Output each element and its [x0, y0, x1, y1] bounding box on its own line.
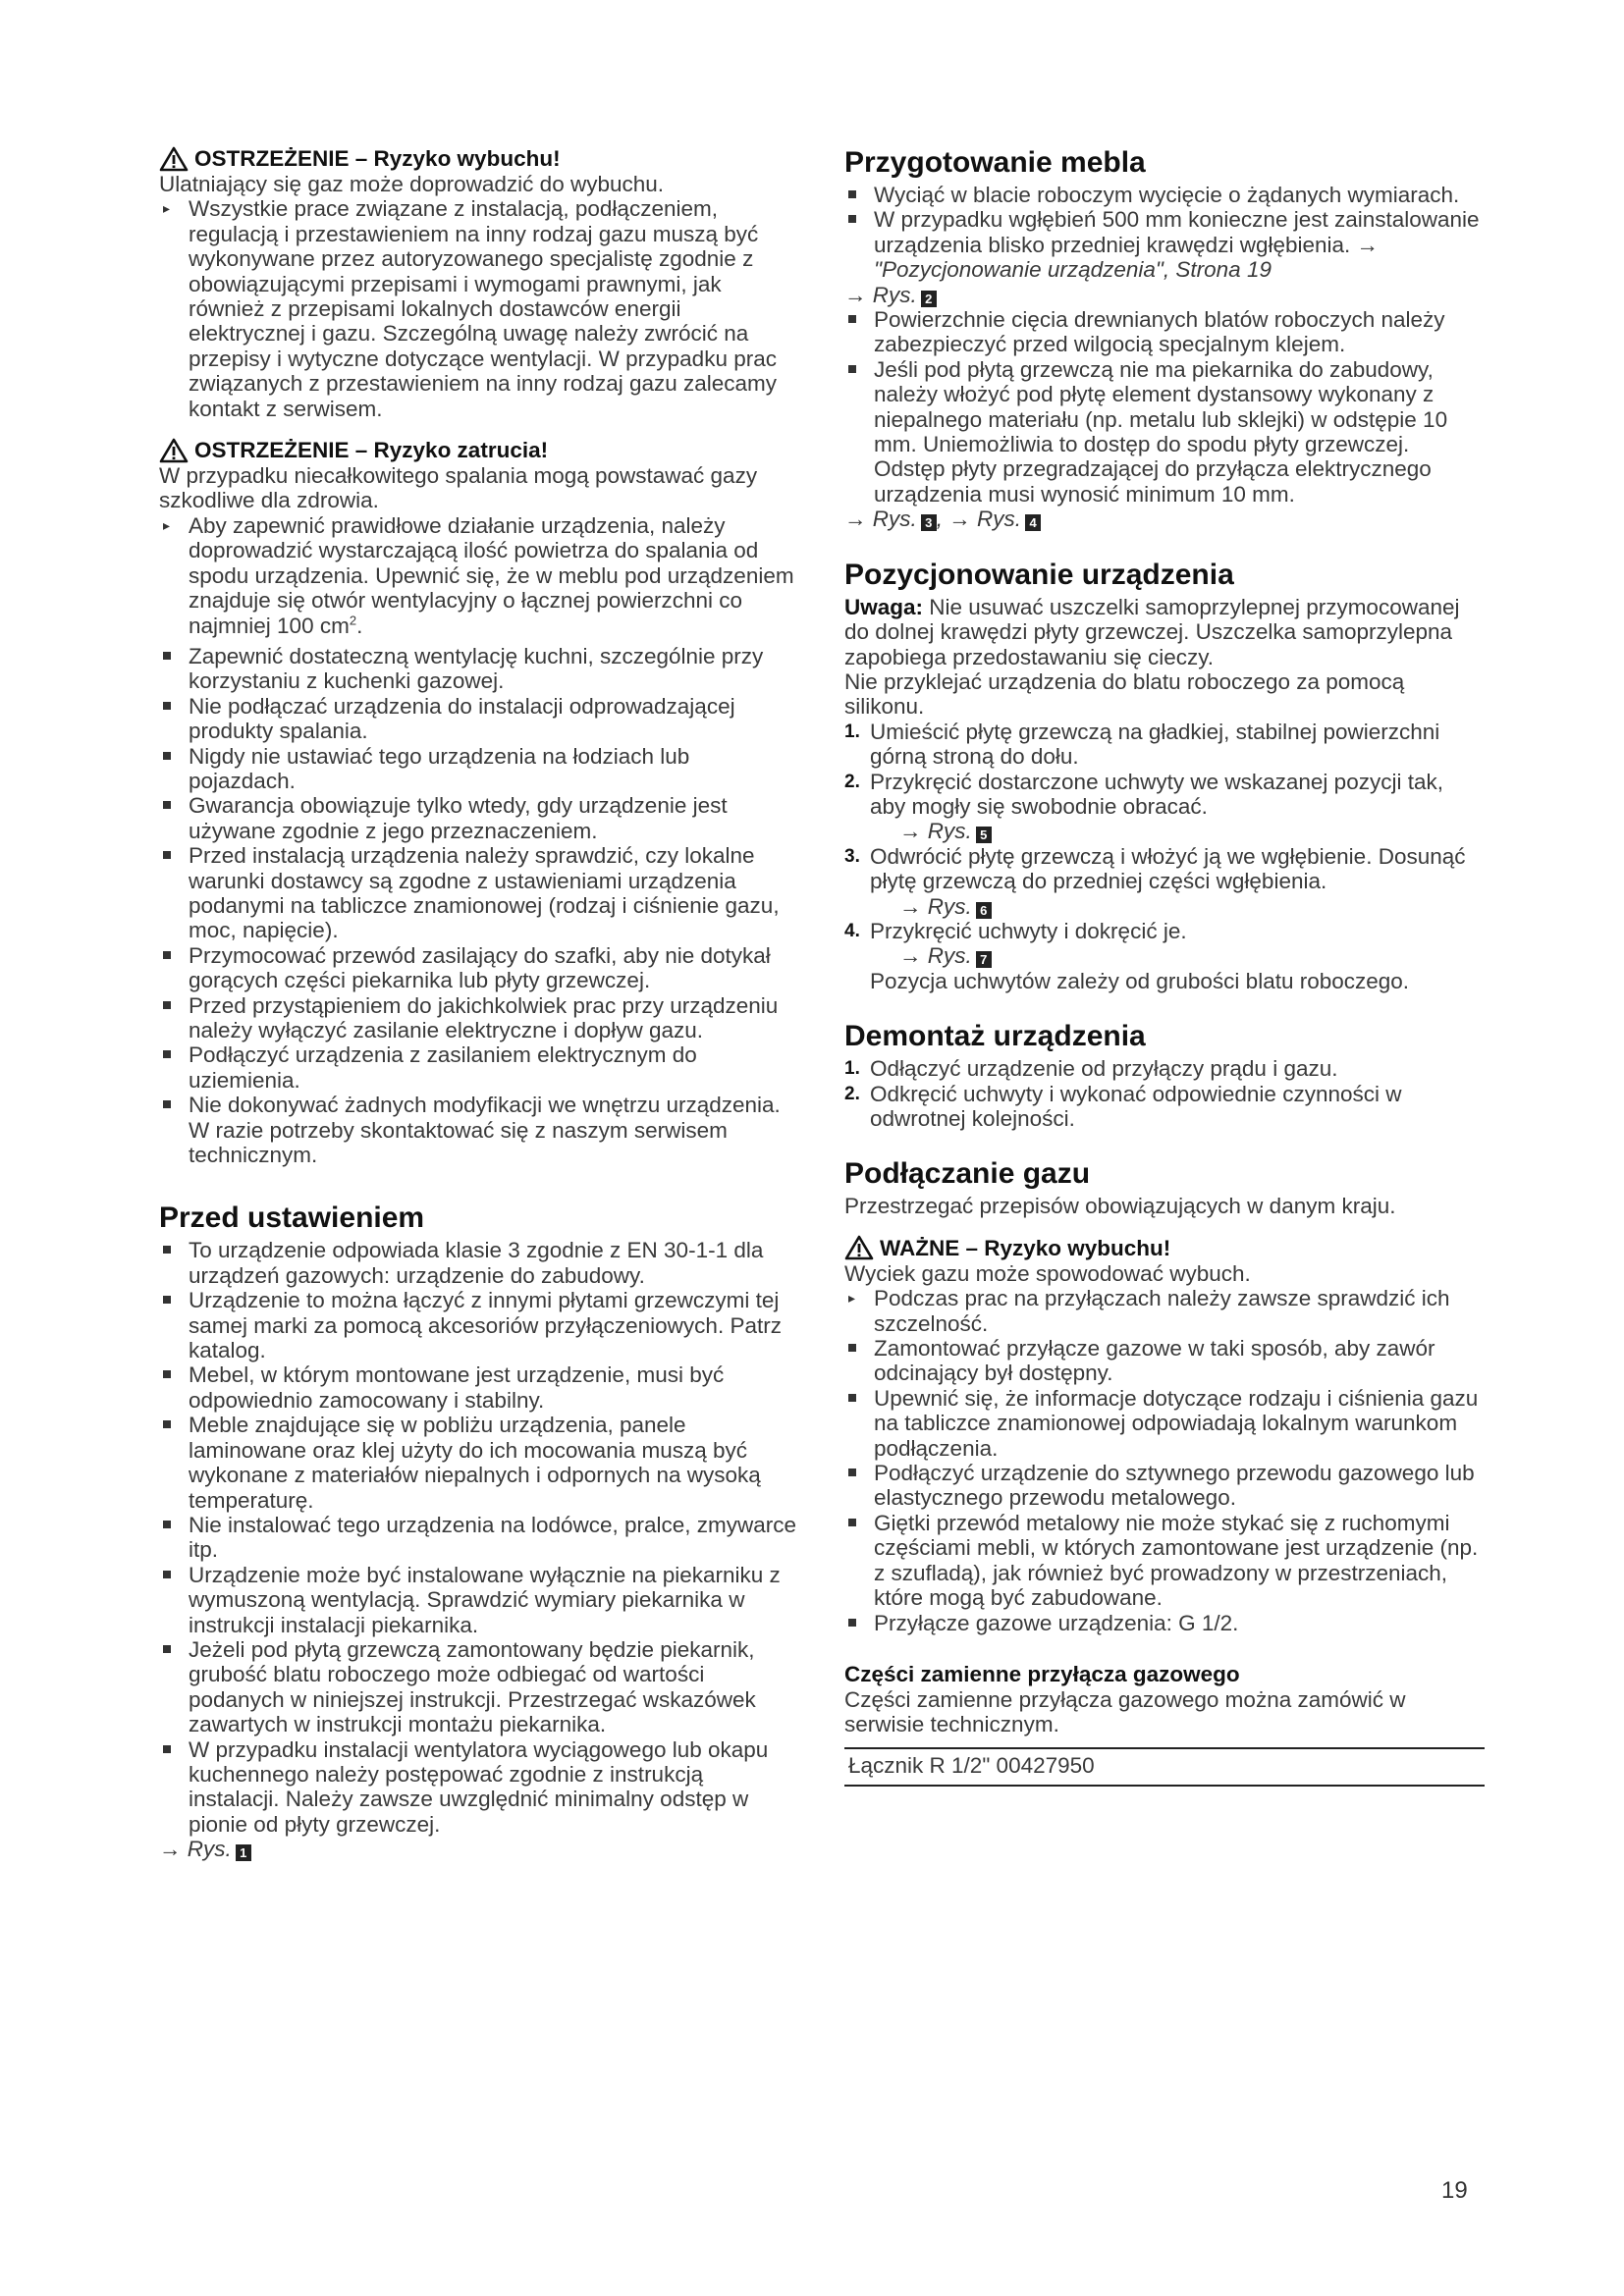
left-column — [159, 145, 797, 1862]
list-item: Mebel, w którym montowane jest urządzenie, musi być odpowiednio zamocowany i stabilny. — [159, 1362, 797, 1413]
list-item: Nie instalować tego urządzenia na lodówce, pralce, zmywarce itp. — [159, 1513, 797, 1563]
section-title-podlaczanie-gazu: Podłączanie gazu — [844, 1157, 1091, 1191]
list-item: Przyłącze gazowe urządzenia: G 1/2. — [844, 1611, 1485, 1635]
bullet-icon — [163, 1001, 171, 1009]
step-item: 1. Odłączyć urządzenie od przyłączy prądu i gazu. — [844, 1056, 1338, 1082]
list-item: Nigdy nie ustawiać tego urządzenia na łodziach lub pojazdach. — [159, 744, 797, 794]
step-item: 2. Przykręcić dostarczone uchwyty we wskazanej pozycji tak, aby mogły się swobodnie obracać. → Rys. 5 — [844, 770, 1485, 844]
list-item: Nie dokonywać żadnych modyfikacji we wnętrzu urządzenia. W razie potrzeby skontaktować się z naszym serwisem technicznym. — [159, 1093, 797, 1167]
bullet-icon — [163, 1100, 171, 1108]
step-item: 1. Umieścić płytę grzewczą na gładkiej, stabilnej powierzchni górną stroną do dołu. — [844, 719, 1440, 770]
list-item: Powierzchnie cięcia drewnianych blatów roboczych należy zabezpieczyć przed wilgocią specjalnym klejem. — [844, 307, 1485, 357]
bullet-icon — [163, 752, 171, 760]
subsection-title-czesci-zamienne: Części zamienne przyłącza gazowego — [844, 1661, 1240, 1686]
gaz-arrow-list — [844, 1286, 1485, 1336]
figure-number-badge: 7 — [976, 951, 992, 968]
section-title-pozycjonowanie: Pozycjonowanie urządzenia — [844, 558, 1234, 591]
section-title-przygotowanie-mebla: Przygotowanie mebla — [844, 146, 1146, 179]
silikon-paragraph: Nie przyklejać urządzenia do blatu roboczego za pomocą silikonu. — [844, 668, 1405, 720]
list-item: Upewnić się, że informacje dotyczące rodzaju i ciśnienia gazu na tabliczce znamionowej odpowiadają lokalnym warunkom podłączenia. — [844, 1386, 1485, 1461]
figure-number-badge: 2 — [921, 291, 937, 307]
bullet-icon — [163, 801, 171, 809]
bullet-icon — [163, 1296, 171, 1304]
przed-ustawieniem-list — [159, 1238, 797, 1837]
warning-explosion-list — [159, 196, 797, 421]
page-number: 19 — [1441, 2177, 1468, 2204]
bullet-icon — [163, 851, 171, 859]
warning-explosion-heading: OSTRZEŻENIE – Ryzyko wybuchu! — [159, 145, 797, 172]
figure-number-badge: 3 — [921, 514, 937, 531]
right-column — [844, 145, 1485, 1787]
pozycjonowanie-steps — [844, 720, 1485, 993]
warning-wazne-text: Wyciek gazu może spowodować wybuch. — [844, 1260, 1251, 1286]
arrow-marker-icon: ▸ — [848, 1290, 856, 1307]
przygotowanie-list-2 — [844, 307, 1485, 507]
bullet-icon — [163, 1050, 171, 1058]
section-title-demontaz: Demontaż urządzenia — [844, 1020, 1146, 1053]
bullet-icon — [163, 951, 171, 959]
list-item: To urządzenie odpowiada klasie 3 zgodnie z EN 30-1-1 dla urządzeń gazowych: urządzenie do zabudowy. — [159, 1238, 797, 1288]
list-item: W przypadku wgłębień 500 mm konieczne jest zainstalowanie urządzenia blisko przedniej krawędzi wgłębienia. → "Pozycjonowanie urządzenia", Strona 19 — [844, 207, 1485, 282]
list-item: Jeśli pod płytą grzewczą nie ma piekarnika do zabudowy, należy włożyć pod płytę element dystansowy wykonany z niepalnego materiału (np. metalu lub sklejki) w odstępie 10 mm. Uniemożliwia to dostęp do spodu płyty grzewczej. Odstęp płyty przegradzającej do przyłącza elektrycznego urządzenia musi wynosić minimum 10 mm. — [844, 357, 1485, 507]
figure-reference: → Rys. 2 — [844, 283, 1485, 307]
figure-reference: → Rys. 5 — [870, 819, 1485, 843]
warning-poison-arrow-list — [159, 513, 797, 638]
figure-number-badge: 5 — [976, 827, 992, 843]
arrow-marker-icon: ▸ — [163, 516, 171, 533]
figure-reference: → Rys. 3 , → Rys. 4 — [844, 507, 1485, 531]
bullet-icon — [163, 1246, 171, 1254]
bullet-icon — [848, 215, 856, 223]
arrow-marker-icon: ▸ — [163, 200, 171, 217]
figure-reference: → Rys. 7 — [870, 943, 1485, 968]
step-item: 2. Odkręcić uchwyty i wykonać odpowiednie czynności w odwrotnej kolejności. — [844, 1081, 1402, 1131]
bullet-icon — [848, 365, 856, 373]
list-item: Podłączyć urządzenia z zasilaniem elektrycznym do uziemienia. — [159, 1042, 797, 1093]
demontaz-steps — [844, 1056, 1485, 1131]
figure-number-badge: 1 — [236, 1844, 251, 1861]
warning-triangle-icon — [844, 1235, 874, 1260]
bullet-icon — [848, 1344, 856, 1352]
parts-table-row: Łącznik R 1/2" 00427950 — [844, 1747, 1485, 1787]
figure-reference: → Rys. 1 — [159, 1837, 797, 1861]
list-item: Urządzenie może być instalowane wyłącznie na piekarniku z wymuszoną wentylacją. Sprawdzić wymiary piekarnika w instrukcji instalacji piekarnika. — [159, 1563, 797, 1637]
bullet-icon — [848, 1619, 856, 1627]
list-item: ▸ Wszystkie prace związane z instalacją, podłączeniem, regulacją i przestawieniem na inny rodzaj gazu muszą być wykonywane przez autoryzowanego specjalistę zgodnie z obowiązującymi przepisami i wymogami prawnymi, jak również z przepisami lokalnych dostawców energii elektrycznej i gazu. Szczególną uwagę należy zwrócić na przepisy i wytyczne dotyczące wentylacji. W przypadku prac związanych z przestawieniem na inny rodzaj gazu zalecamy kontakt z serwisem. — [163, 196, 778, 421]
warning-poison-bullet-list — [159, 644, 797, 1168]
figure-number-badge: 4 — [1025, 514, 1041, 531]
bullet-icon — [848, 1468, 856, 1476]
bullet-icon — [163, 652, 171, 660]
list-item: ▸ Podczas prac na przyłączach należy zawsze sprawdzić ich szczelność. — [848, 1286, 1450, 1336]
section-title-przed-ustawieniem: Przed ustawieniem — [159, 1201, 425, 1235]
bullet-icon — [848, 1519, 856, 1526]
warning-poison-heading: OSTRZEŻENIE – Ryzyko zatrucia! — [159, 437, 797, 463]
bullet-icon — [848, 190, 856, 198]
list-item: W przypadku instalacji wentylatora wyciągowego lub okapu kuchennego należy postępować zgodnie z instrukcją instalacji. Należy zawsze uwzględnić minimalny odstęp w pionie od płyty grzewczej. — [159, 1737, 797, 1838]
cross-reference: → "Pozycjonowanie urządzenia", Strona 19 — [874, 232, 1380, 283]
warning-poison-text: W przypadku niecałkowitego spalania mogą powstawać gazy szkodliwe dla zdrowia. — [159, 463, 758, 513]
list-item: Wyciąć w blacie roboczym wycięcie o żądanych wymiarach. — [844, 183, 1485, 207]
figure-reference: → Rys. 6 — [870, 894, 1485, 919]
list-item: Urządzenie to można łączyć z innymi płytami grzewczymi tej samej marki za pomocą akcesoriów przyłączeniowych. Patrz katalog. — [159, 1288, 797, 1362]
bullet-icon — [163, 1571, 171, 1578]
bullet-icon — [848, 1394, 856, 1402]
warning-triangle-icon — [159, 438, 189, 463]
list-item: Giętki przewód metalowy nie może stykać się z ruchomymi częściami mebli, w których zamontowane jest urządzenie (np. z szufladą), jak również być prowadzony w przestrzeniach, które mogą być zabudowane. — [844, 1511, 1485, 1611]
gaz-bullet-list — [844, 1336, 1485, 1635]
list-item: Nie podłączać urządzenia do instalacji odprowadzającej produkty spalania. — [159, 694, 797, 744]
bullet-icon — [163, 1420, 171, 1428]
bullet-icon — [163, 1521, 171, 1528]
list-item: Przed przystąpieniem do jakichkolwiek prac przy urządzeniu należy wyłączyć zasilanie elektryczne i dopływ gazu. — [159, 993, 797, 1043]
list-item: Meble znajdujące się w pobliżu urządzenia, panele laminowane oraz klej użyty do ich mocowania muszą być wykonane z materiałów niepalnych i odpornych na wysoką temperaturę. — [159, 1413, 797, 1513]
bullet-icon — [163, 1745, 171, 1753]
list-item: Przed instalacją urządzenia należy sprawdzić, czy lokalne warunki dostawcy są zgodne z ustawieniami urządzenia podanymi na tabliczce znamionowej (rodzaj i ciśnienie gazu, moc, napięcie). — [159, 843, 797, 943]
figure-number-badge: 6 — [976, 902, 992, 919]
list-item: Podłączyć urządzenie do sztywnego przewodu gazowego lub elastycznego przewodu metalowego. — [844, 1461, 1485, 1511]
list-item: ▸ Aby zapewnić prawidłowe działanie urządzenia, należy doprowadzić wystarczającą ilość powietrza do spalania od spodu urządzenia. Upewnić się, że w meblu pod urządzeniem znajduje się otwór wentylacyjny o łącznej powierzchni co najmniej 100 $cm^2$. — [163, 512, 794, 638]
warning-triangle-icon — [159, 146, 189, 172]
uwaga-paragraph: Uwaga: Nie usuwać uszczelki samoprzylepnej przymocowanej do dolnej krawędzi płyty grzewczej. Uszczelka samoprzylepna zapobiega przedostawaniu się cieczy. — [844, 594, 1460, 669]
warning-wazne-heading: WAŻNE – Ryzyko wybuchu! — [844, 1235, 1485, 1261]
bullet-icon — [163, 1645, 171, 1653]
step-item: 4. Przykręcić uchwyty i dokręcić je. → Rys. 7 Pozycja uchwytów zależy od grubości blatu roboczego. — [844, 919, 1485, 993]
list-item: Gwarancja obowiązuje tylko wtedy, gdy urządzenie jest używane zgodnie z jego przeznaczeniem. — [159, 793, 797, 843]
bullet-icon — [848, 315, 856, 323]
list-item: Jeżeli pod płytą grzewczą zamontowany będzie piekarnik, grubość blatu roboczego może odbiegać od wartości podanych w niniejszej instrukcji. Przestrzegać wskazówek zawartych w instrukcji montażu piekarnika. — [159, 1637, 797, 1737]
list-item: Zapewnić dostateczną wentylację kuchni, szczególnie przy korzystaniu z kuchenki gazowej. — [159, 644, 797, 694]
czesci-text: Części zamienne przyłącza gazowego można zamówić w serwisie technicznym. — [844, 1686, 1406, 1737]
bullet-icon — [163, 1370, 171, 1378]
step-item: 3. Odwrócić płytę grzewczą i włożyć ją we wgłębienie. Dosunąć płytę grzewczą do przedniej części wgłębienia. → Rys. 6 — [844, 844, 1485, 919]
step-note: Pozycja uchwytów zależy od grubości blatu roboczego. — [870, 968, 1410, 993]
bullet-icon — [163, 702, 171, 710]
przygotowanie-list — [844, 183, 1485, 283]
list-item: Zamontować przyłącze gazowe w taki sposób, aby zawór odcinający był dostępny. — [844, 1336, 1485, 1386]
list-item: Przymocować przewód zasilający do szafki, aby nie dotykał gorących części piekarnika lub płyty grzewczej. — [159, 943, 797, 993]
gaz-intro: Przestrzegać przepisów obowiązujących w danym kraju. — [844, 1194, 1396, 1219]
warning-explosion-text: Ulatniający się gaz może doprowadzić do wybuchu. — [159, 172, 665, 196]
